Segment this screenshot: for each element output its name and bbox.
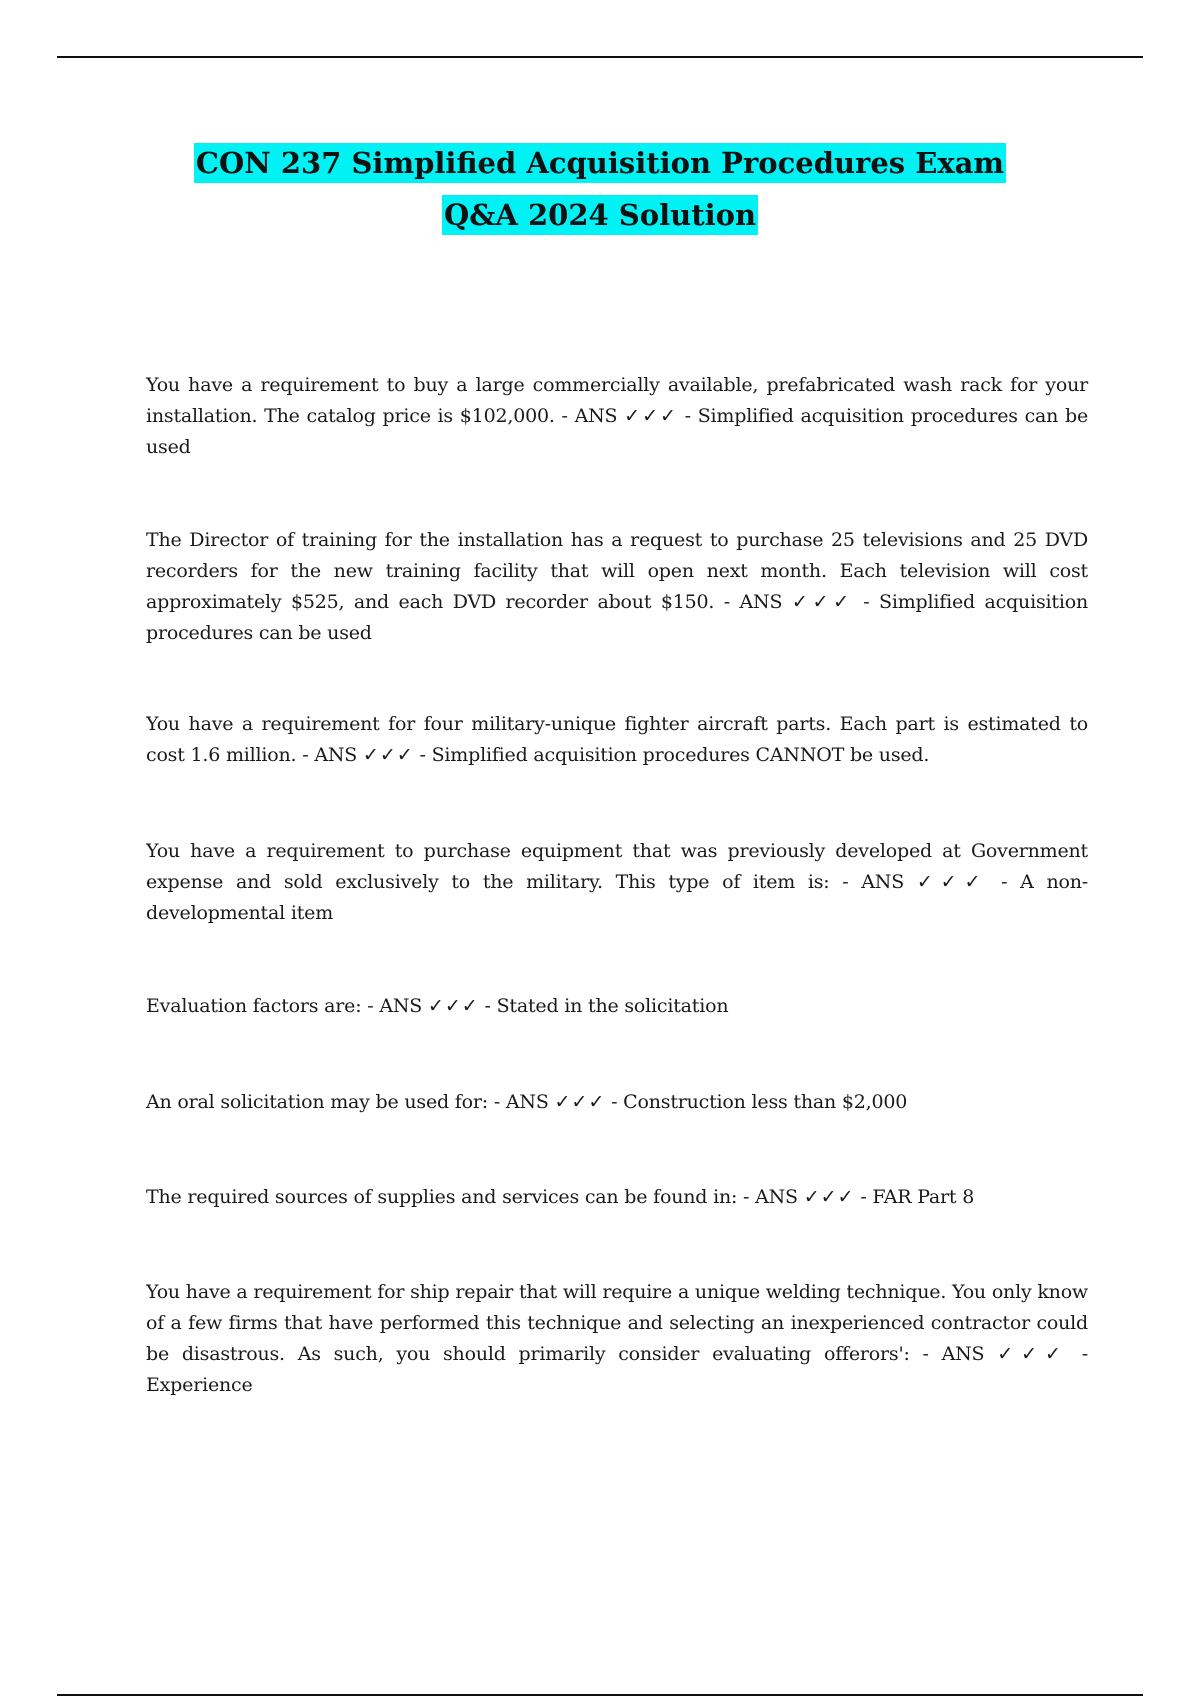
- question-text: You have a requirement to purchase equipment that was previously developed at Government expense and sold exclusively to the military. This type of item is:: [146, 840, 1088, 893]
- checkmark-icon: ✓✓✓: [427, 995, 479, 1017]
- checkmark-icon: ✓✓✓: [997, 1343, 1069, 1365]
- title-line-1: CON 237 Simplified Acquisition Procedures Exam: [194, 143, 1006, 183]
- title-line-2: Q&A 2024 Solution: [442, 195, 758, 235]
- answer-prefix: ANS: [861, 871, 905, 893]
- question-text: You have a requirement to buy a large commercially available, prefabricated wash rack for your installation. The catalog price is $102,000.: [146, 374, 1088, 427]
- question-text: You have a requirement for four military-unique fighter aircraft parts. Each part is estimated to cost 1.6 million.: [146, 713, 1088, 766]
- answer-prefix: ANS: [379, 995, 423, 1017]
- checkmark-icon: ✓✓✓: [803, 1186, 855, 1208]
- checkmark-icon: ✓✓✓: [554, 1091, 606, 1113]
- question-text: Evaluation factors are:: [146, 995, 362, 1017]
- question-text: You have a requirement for ship repair that will require a unique welding technique. You only know of a few firms that have performed this technique and selecting an inexperienced contractor could be disastrous. As such, you should primarily consider evaluating offerors':: [146, 1281, 1088, 1365]
- answer-prefix: ANS: [574, 405, 618, 427]
- answer-text: Construction less than $2,000: [623, 1091, 908, 1113]
- qa-item: You have a requirement to purchase equipment that was previously developed at Government expense and sold exclusively to the military. This type of item is: - ANS ✓✓✓ - A non-developmental item: [146, 840, 1088, 924]
- qa-list: [146, 370, 1088, 1401]
- answer-prefix: ANS: [314, 744, 358, 766]
- qa-item: Evaluation factors are: - ANS ✓✓✓ - Stated in the solicitation: [146, 995, 729, 1017]
- answer-text: A non-developmental item: [146, 871, 1088, 924]
- checkmark-icon: ✓✓✓: [791, 591, 854, 613]
- qa-item: The Director of training for the installation has a request to purchase 25 televisions and 25 DVD recorders for the new training facility that will open next month. Each television will cost approximately $525, and each DVD recorder about $150. - ANS ✓✓✓ - Simplified acquisition procedures can be used: [146, 529, 1088, 644]
- footer-rule: [57, 1694, 1143, 1696]
- answer-prefix: ANS: [505, 1091, 549, 1113]
- answer-prefix: ANS: [739, 591, 783, 613]
- answer-text: Simplified acquisition procedures can be used: [146, 591, 1088, 644]
- checkmark-icon: ✓✓✓: [362, 744, 414, 766]
- answer-prefix: ANS: [941, 1343, 985, 1365]
- header-rule: [57, 56, 1143, 58]
- checkmark-icon: ✓✓✓: [624, 405, 678, 427]
- answer-text: FAR Part 8: [872, 1186, 975, 1208]
- answer-text: Simplified acquisition procedures CANNOT be used.: [431, 744, 930, 766]
- answer-text: Simplified acquisition procedures can be used: [146, 405, 1089, 458]
- qa-item: You have a requirement to buy a large commercially available, prefabricated wash rack for your installation. The catalog price is $102,000. - ANS ✓✓✓ - Simplified acquisition procedures can be used: [146, 374, 1089, 458]
- question-text: An oral solicitation may be used for:: [146, 1091, 488, 1113]
- question-text: The required sources of supplies and services can be found in:: [146, 1186, 738, 1208]
- answer-text: Experience: [146, 1374, 253, 1396]
- answer-prefix: ANS: [755, 1186, 798, 1208]
- checkmark-icon: ✓✓✓: [916, 871, 989, 893]
- document-title: [0, 143, 1200, 247]
- qa-item: An oral solicitation may be used for: - ANS ✓✓✓ - Construction less than $2,000: [146, 1091, 908, 1113]
- answer-text: Stated in the solicitation: [496, 995, 729, 1017]
- qa-item: The required sources of supplies and services can be found in: - ANS ✓✓✓ - FAR Part 8: [146, 1186, 975, 1208]
- qa-item: You have a requirement for ship repair that will require a unique welding technique. You only know of a few firms that have performed this technique and selecting an inexperienced contractor could be disastrous. As such, you should primarily consider evaluating offerors': - ANS ✓✓✓ - Experience: [146, 1281, 1089, 1396]
- question-text: The Director of training for the installation has a request to purchase 25 televisions and 25 DVD recorders for the new training facility that will open next month. Each television will cost approximately $525, and each DVD recorder about $150.: [146, 529, 1088, 613]
- qa-item: You have a requirement for four military-unique fighter aircraft parts. Each part is estimated to cost 1.6 million. - ANS ✓✓✓ - Simplified acquisition procedures CANNOT be used.: [146, 713, 1088, 766]
